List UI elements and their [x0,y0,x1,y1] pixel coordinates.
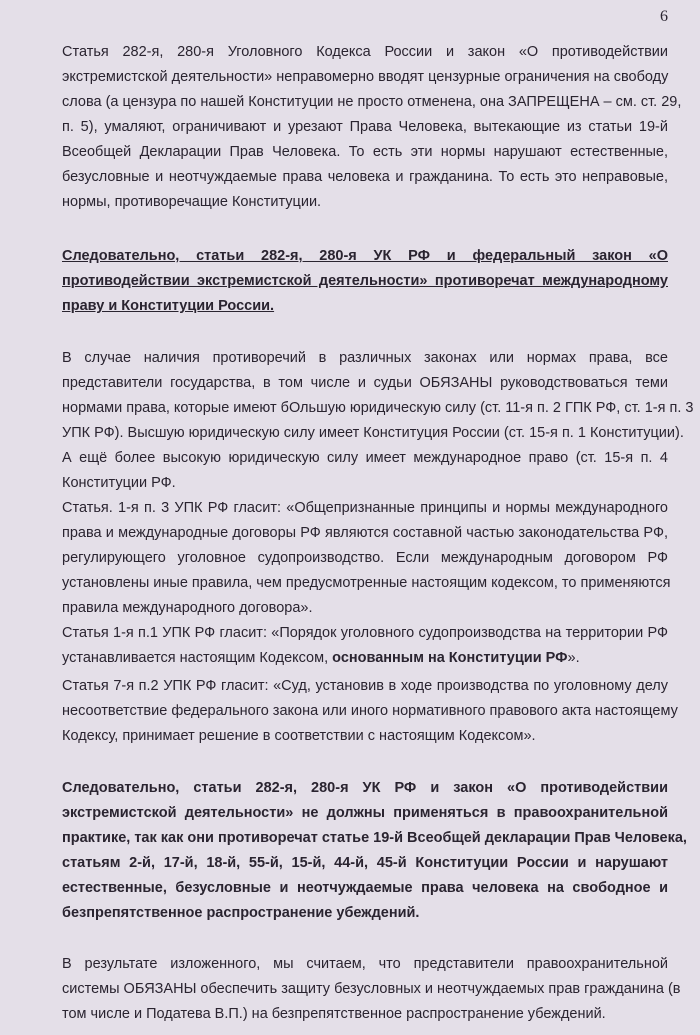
text-line: Статья 282-я, 280-я Уголовного Кодекса России и закон «О противодействии [62,44,668,60]
text-line: Статья 1-я п.1 УПК РФ гласит: «Порядок уголовного судопроизводства на территории РФ [62,625,668,641]
paragraph-upk-article-1-3 [62,496,671,621]
text-line: безпрепятственное распространение убеждений. [62,905,420,921]
text-line: слова (а цензура по нашей Конституции не просто отменена, она ЗАПРЕЩЕНА – см. ст. 29, [62,94,682,110]
text-line: регулирующего уголовное судопроизводство. Если международным договором РФ [62,550,668,566]
text-segment: устанавливается настоящим Кодексом, [62,650,333,666]
text-line: УПК РФ). Высшую юридическую силу имеет Конституция России (ст. 15-я п. 1 Конституции). [62,425,684,441]
text-line: Кодексу, принимает решение в соответствии с настоящим Кодексом». [62,728,536,744]
paragraph-legal-force [62,346,694,496]
text-line: Всеобщей Декларации Прав Человека. То есть эти нормы нарушают естественные, [62,144,668,160]
text-line: нормы, противоречащие Конституции. [62,194,322,210]
text-line: установлены иные правила, чем предусмотренные настоящим кодексом, то применяются [62,575,671,591]
paragraph-conclusion-underlined [62,244,668,319]
text-line: п. 5), умаляют, ограничивают и урезают Права Человека, вытекающие из статьи 19-й [62,119,668,135]
text-line: безусловные и неотчуждаемые права человека и гражданина. То есть это неправовые, [62,169,668,185]
text-line: несоответствие федерального закона или иного нормативного правового акта настоящему [62,703,678,719]
text-line: Следовательно, статьи 282-я, 280-я УК РФ и закон «О противодействии [62,780,668,796]
text-line: экстремистской деятельности» не должны применяться в правоохранительной [62,805,668,821]
text-line: Статья 7-я п.2 УПК РФ гласит: «Суд, установив в ходе производства по уголовному делу [62,678,668,694]
text-line: права и международные договоры РФ являются составной частью законодательства РФ, [62,525,668,541]
text-line: естественные, безусловные и неотчуждаемые права человека на свободное и [62,880,668,896]
paragraph-conclusion-bold [62,776,687,926]
text-line: экстремистской деятельности» неправомерно вводят цензурные ограничения на свободу [62,69,669,85]
text-line: представители государства, в том числе и судьи ОБЯЗАНЫ руководствоваться теми [62,375,668,391]
text-line: Конституции РФ. [62,475,176,491]
text-line: статьям 2-й, 17-й, 18-й, 55-й, 15-й, 44-й, 45-й Конституции России и нарушают [62,855,668,871]
text-line: Статья. 1-я п. 3 УПК РФ гласит: «Общепризнанные принципы и нормы международного [62,500,668,516]
page-number: 6 [660,8,668,25]
text-line: практике, так как они противоречат статье 19-й Всеобщей декларации Прав Человека, [62,830,687,846]
text-line: правила международного договора». [62,600,313,616]
paragraph-upk-article-7-2 [62,674,678,749]
bold-text-segment: основанным на Конституции РФ [332,650,568,666]
paragraph-censorship [62,40,682,215]
text-line: нормами права, которые имеют бОльшую юридическую силу (ст. 11-я п. 2 ГПК РФ, ст. 1-я п. 3 [62,400,694,416]
text-line: противодействии экстремистской деятельности» противоречат международному [62,273,668,289]
text-line [62,646,668,671]
text-line: В результате изложенного, мы считаем, что представители правоохранительной [62,956,668,972]
text-line: Следовательно, статьи 282-я, 280-я УК РФ и федеральный закон «О [62,248,668,264]
text-line: том числе и Податева В.П.) на безпрепятственное распространение убеждений. [62,1006,606,1022]
paragraph-upk-article-1-1 [62,621,668,671]
text-segment: ». [567,650,580,666]
paragraph-final [62,952,681,1027]
text-line: системы ОБЯЗАНЫ обеспечить защиту безусловных и неотчуждаемых прав гражданина (в [62,981,681,997]
text-line: А ещё более высокую юридическую силу имеет международное право (ст. 15-я п. 4 [62,450,668,466]
text-line: В случае наличия противоречий в различных законах или нормах права, все [62,350,668,366]
text-line: праву и Конституции России. [62,298,275,314]
